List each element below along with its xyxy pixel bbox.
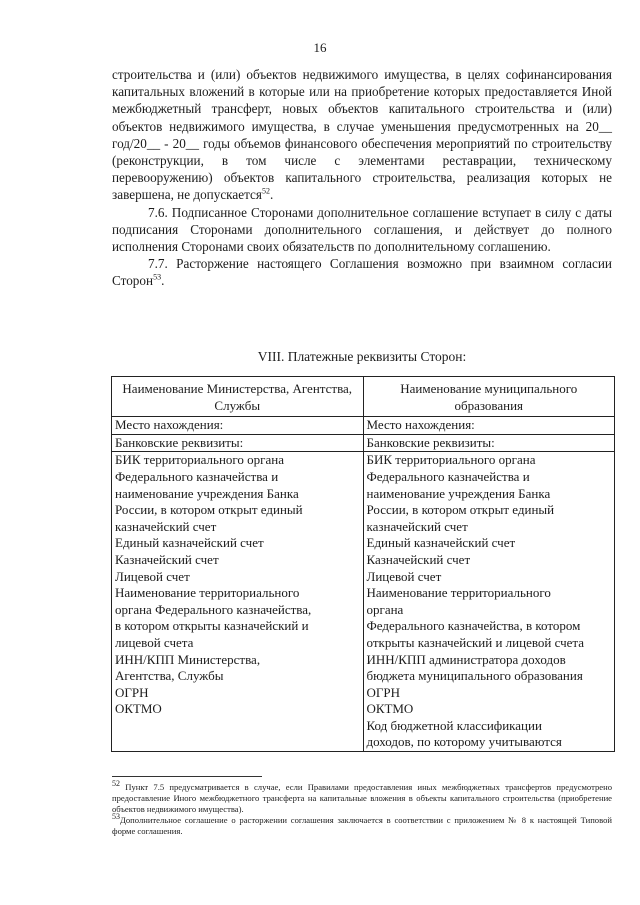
footnote-divider [112, 776, 262, 777]
requisite-line: ОГРН [115, 684, 149, 700]
requisite-line: наименование учреждения Банка [115, 485, 299, 501]
requisite-line: наименование учреждения Банка [366, 485, 551, 501]
right-bank-details: Банковские реквизиты: [363, 434, 615, 452]
requisite-line: Казначейский счет [366, 551, 471, 567]
requisite-line: ОГРН [366, 684, 401, 700]
requisite-line: Казначейский счет [115, 551, 219, 567]
requisite-line: доходов, по которому учитываются [366, 734, 562, 750]
paragraph-7-6: 7.6. Подписанное Сторонами дополнительное соглашение вступает в силу с даты подписания Сторонами дополнительного соглашения, и действует до полного исполнения Сторонами своих обязательств по дополнительному соглашению. [112, 204, 612, 255]
requisite-line: казначейский счет [115, 518, 217, 534]
paragraph-7-7: 7.7. Расторжение настоящего Соглашения возможно при взаимном согласии Сторон$^{53}$. [112, 256, 612, 289]
requisite-line: БИК территориального органа [115, 452, 284, 468]
left-column-header: Наименование Министерства, Агентства, Службы [112, 377, 364, 417]
footnote-number: 52 [112, 779, 120, 789]
requisite-line: Наименование территориального [115, 585, 300, 601]
requisite-line: Лицевой счет [366, 568, 442, 584]
requisite-line: России, в котором открыт единый [366, 502, 555, 518]
left-location: Место нахождения: [112, 417, 364, 435]
requisite-line: ИНН/КПП Министерства, [115, 651, 261, 667]
requisite-line: Наименование территориального [366, 585, 551, 601]
requisite-line: ИНН/КПП администратора доходов [366, 651, 566, 667]
requisite-line: Единый казначейский счет [115, 535, 264, 551]
requisite-line: в котором открыты казначейский и [115, 618, 309, 634]
requisite-line: Код бюджетной классификации [366, 717, 542, 733]
footnote-text: Пункт 7.5 предусматривается в случае, если Правилами предоставления иных межбюджетных трансфертов предусмотрено предоставление Иного межбюджетного трансферта на капитальные вложения в объекты капитального строительства (приобретение объектов недвижимого имущества). [112, 782, 612, 814]
left-bank-details: Банковские реквизиты: [112, 434, 364, 452]
requisite-line: Единый казначейский счет [366, 535, 516, 551]
paragraph-text: строительства и (или) объектов недвижимого имущества, в целях софинансирования капитальных вложений в которые или на приобретение которых предоставляется Иной межбюджетный трансферт, новых объектов капитального строительства и (или) объектов недвижимого имущества, в случае уменьшения предусмотренных на 20__ год/20__ - 20__ годы объемов финансового обеспечения мероприятий по строительству (реконструкции, в том числе с элементами реставрации, техническому перевооружению) объектов капитального строительства, реализация которых не завершена, не допускается [112, 67, 612, 203]
paragraph-text: 7.7. Расторжение настоящего Соглашения возможно при взаимном согласии Сторон [112, 256, 612, 289]
right-requisites-cell [363, 452, 615, 752]
right-location: Место нахождения: [363, 417, 615, 435]
footnote-53 [112, 812, 612, 837]
requisite-line: лицевой счета [115, 634, 194, 650]
right-column-header: Наименование муниципального образования [363, 377, 615, 417]
requisite-line: казначейский счет [366, 518, 468, 534]
requisite-line: России, в котором открыт единый [115, 502, 303, 518]
payment-requisites-table [111, 376, 615, 752]
requisite-line: Федерального казначейства и [115, 468, 279, 484]
footnote-52 [112, 779, 612, 815]
requisite-line: бюджета муниципального образования [366, 668, 583, 684]
footnote-number: 53 [112, 812, 120, 822]
requisite-line: открыты казначейский и лицевой счета [366, 634, 585, 650]
section-heading: VIII. Платежные реквизиты Сторон: [257, 349, 467, 364]
left-requisites-cell [112, 452, 364, 752]
requisite-line: органа [366, 601, 404, 617]
footnote-ref-52: 52 [261, 187, 270, 197]
requisite-line: Агентства, Службы [115, 668, 224, 684]
requisite-line: ОКТМО [115, 701, 162, 717]
page-number: 16 [313, 40, 327, 55]
footnote-ref-53: 53 [153, 273, 162, 283]
paragraph-7-5-continuation: строительства и (или) объектов недвижимого имущества, в целях софинансирования капитальных вложений в которые или на приобретение которых предоставляется Иной межбюджетный трансферт, новых объектов капитального строительства и (или) объектов недвижимого имущества, в случае уменьшения предусмотренных на 20__ год/20__ - 20__ годы объемов финансового обеспечения мероприятий по строительству (реконструкции, в том числе с элементами реставрации, техническому перевооружению) объектов капитального строительства, реализация которых не завершена, не допускается$^{52}$. [112, 67, 612, 203]
footnotes [112, 779, 612, 837]
requisite-line: БИК территориального органа [366, 452, 536, 468]
body-text [112, 66, 612, 290]
requisite-line: органа Федерального казначейства, [115, 601, 312, 617]
requisite-line: ОКТМО [366, 701, 414, 717]
footnote-text: Дополнительное соглашение о расторжении соглашения заключается в соответствии с приложением № 8 к настоящей Типовой форме соглашения. [112, 815, 612, 836]
requisite-line: Лицевой счет [115, 568, 190, 584]
requisite-line: Федерального казначейства и [366, 468, 530, 484]
requisite-line: Федерального казначейства, в котором [366, 618, 581, 634]
